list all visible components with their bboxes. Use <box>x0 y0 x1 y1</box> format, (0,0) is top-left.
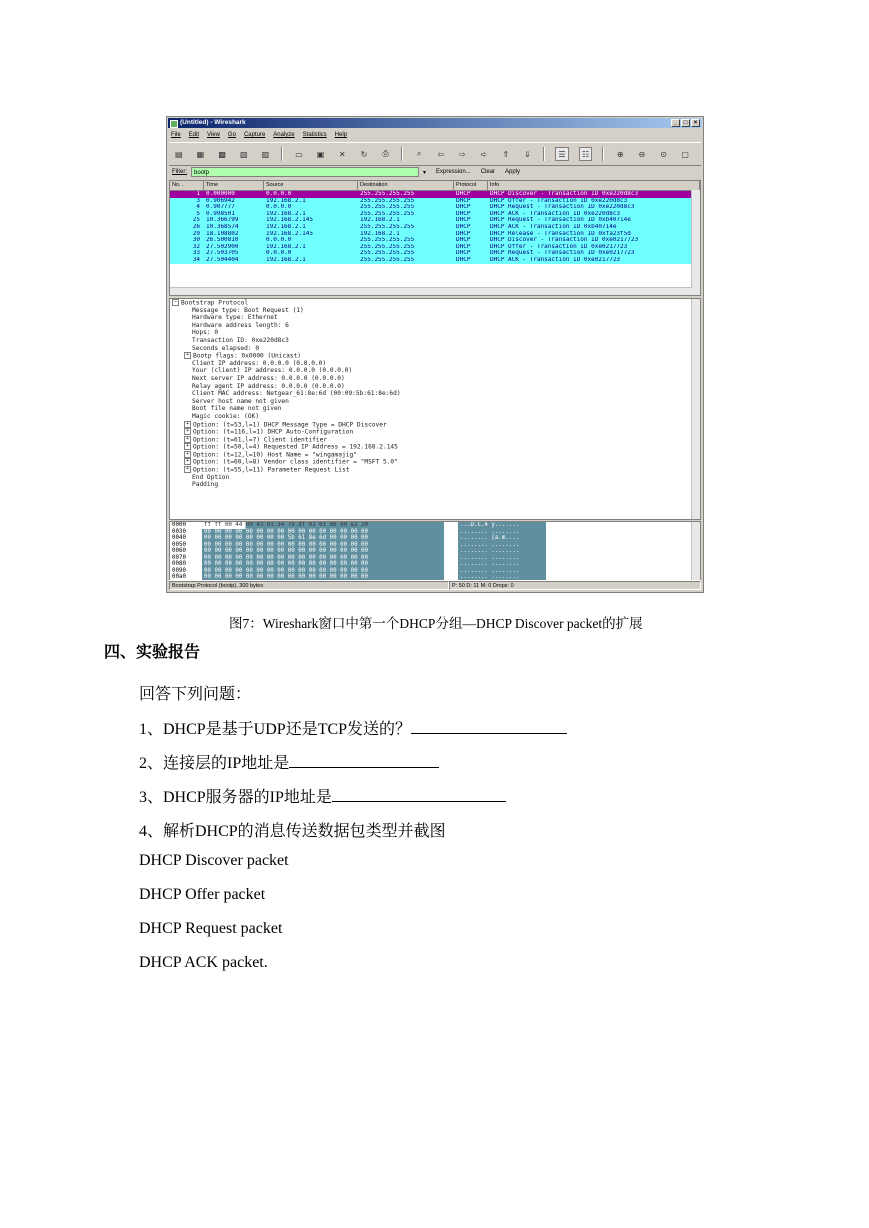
save-icon[interactable]: ▣ <box>316 149 325 159</box>
hex-bytes: 00 00 00 00 00 00 00 00 00 00 00 00 00 00 00 00 <box>202 542 444 549</box>
packet-destination: 255.255.255.255 <box>360 197 415 204</box>
packet-list-hscroll[interactable] <box>170 287 692 295</box>
filter-input[interactable]: bootp <box>191 167 419 177</box>
detail-text: Option: (t=60,l=8) Vendor class identifier = "MSFT 5.0" <box>193 458 398 466</box>
hex-offset: 0000 <box>172 522 186 528</box>
detail-line[interactable] <box>170 345 700 353</box>
packet-destination: 255.255.255.255 <box>360 243 415 250</box>
auto-scroll-icon[interactable]: ☷ <box>579 147 593 161</box>
packet-row[interactable] <box>170 231 700 238</box>
packet-info: DHCP Discover - Transaction ID 0xe220d8c3 <box>490 191 639 197</box>
packet-row[interactable] <box>170 217 700 224</box>
detail-text: End Option <box>192 473 230 481</box>
clear-button[interactable]: Clear <box>480 169 496 175</box>
section-title: 四、实验报告 <box>104 642 201 661</box>
packet-type-discover: DHCP Discover packet <box>139 852 289 869</box>
detail-text: Transaction ID: 0xe220d8c3 <box>192 336 289 344</box>
hex-bytes: 00 00 00 00 00 00 00 00 00 00 00 00 00 00 00 00 <box>202 529 444 536</box>
maximize-button[interactable]: □ <box>681 119 690 127</box>
detail-text: Relay agent IP address: 0.0.0.0 (0.0.0.0) <box>192 382 345 390</box>
packet-protocol: DHCP <box>456 250 471 257</box>
packet-protocol: DHCP <box>456 191 471 197</box>
hex-ascii: ........ ........ <box>458 568 546 575</box>
wireshark-app-icon <box>170 120 178 128</box>
status-counts: P: 50 D: 11 M: 0 Drops: 0 <box>449 581 701 590</box>
packet-time: 18.108802 <box>206 230 239 237</box>
hex-bytes: 00 00 00 00 00 00 00 00 00 00 00 00 00 00 00 00 <box>202 548 444 555</box>
packet-no: 29 <box>192 230 200 237</box>
zoom-in-icon[interactable]: ⊕ <box>616 149 624 159</box>
detail-text: Your (client) IP address: 0.0.0.0 (0.0.0.0) <box>192 367 353 375</box>
hex-offset: 0070 <box>172 554 186 561</box>
hex-bytes: 00 00 00 00 00 00 00 00 00 00 00 00 00 00 00 00 <box>202 574 444 581</box>
detail-vscroll[interactable] <box>691 299 700 519</box>
packet-source: 192.168.2.1 <box>266 256 306 263</box>
packet-row[interactable] <box>170 191 700 198</box>
detail-text: Hardware address length: 6 <box>192 321 289 329</box>
apply-button[interactable]: Apply <box>505 169 521 175</box>
detail-text: Next server IP address: 0.0.0.0 (0.0.0.0) <box>192 374 345 382</box>
packet-no: 26 <box>192 223 200 230</box>
packet-no: 3 <box>196 197 200 204</box>
detail-text: Client MAC address: Netgear_61:8e:6d (00:09:5b:61:8e:6d) <box>192 390 401 398</box>
packet-source: 192.168.2.1 <box>266 223 306 230</box>
packet-no: 32 <box>192 243 200 250</box>
interfaces-icon[interactable]: ▤ <box>175 149 183 159</box>
packet-destination: 255.255.255.255 <box>360 223 415 230</box>
hex-offset: 0040 <box>172 535 186 541</box>
packet-source: 0.0.0.0 <box>266 250 292 257</box>
menu-statistics[interactable]: Statistics <box>302 132 327 138</box>
go-to-packet-icon[interactable]: ➪ <box>480 149 488 159</box>
hex-offset: 0030 <box>172 528 186 535</box>
packet-protocol: DHCP <box>456 237 471 244</box>
menu-help[interactable]: Help <box>334 132 348 138</box>
packet-no: 4 <box>196 204 200 211</box>
detail-line[interactable] <box>170 421 700 429</box>
toolbar-separator <box>602 147 604 161</box>
packet-rows <box>170 191 700 264</box>
hex-ascii: ........ [a.m.... <box>458 535 546 542</box>
hex-ascii: ........ ........ <box>458 529 546 536</box>
packet-protocol: DHCP <box>456 217 471 224</box>
detail-text: Seconds elapsed: 0 <box>192 344 260 352</box>
menu-go[interactable]: Go <box>227 132 236 138</box>
packet-source: 192.168.2.145 <box>266 230 313 237</box>
filter-bar <box>169 165 701 179</box>
packet-info: DHCP ACK - Transaction ID 0xe220d8c3 <box>490 210 621 217</box>
packet-info: DHCP Discover - Transaction ID 0xe0217723 <box>490 237 639 244</box>
packet-source: 192.168.2.1 <box>266 210 306 217</box>
packet-no: 33 <box>192 250 200 257</box>
hex-offset: 00a0 <box>172 574 186 580</box>
detail-line[interactable] <box>170 307 700 315</box>
packet-protocol: DHCP <box>456 230 471 237</box>
packet-protocol: DHCP <box>456 243 471 250</box>
detail-line[interactable] <box>170 451 700 459</box>
menu-analyze[interactable]: Analyze <box>273 132 295 138</box>
colorize-icon[interactable]: ☰ <box>555 147 569 161</box>
column-destination[interactable]: Destination <box>358 181 454 190</box>
packet-time: 10.366799 <box>206 217 239 224</box>
packet-protocol: DHCP <box>456 197 471 204</box>
hex-bytes: 00 00 00 00 00 00 00 00 00 00 00 00 00 00 00 00 <box>202 568 444 575</box>
packet-no: 5 <box>196 210 200 217</box>
collapse-icon[interactable]: − <box>173 299 177 305</box>
question-4: 4、解析DHCP的消息传送数据包类型并截图 <box>139 823 446 840</box>
question-2-text: 2、连接层的IP地址是 <box>139 755 290 772</box>
detail-text: Option: (t=50,l=4) Requested IP Address = 192.168.2.145 <box>193 443 398 451</box>
packet-info: DHCP Request - Transaction ID 0xe220d8c3 <box>490 204 635 211</box>
packet-row[interactable] <box>170 250 700 257</box>
packet-row[interactable] <box>170 198 700 205</box>
expand-icon[interactable]: + <box>185 428 189 435</box>
packet-row[interactable] <box>170 204 700 211</box>
packet-type-ack: DHCP ACK packet. <box>139 954 268 971</box>
hex-offset: 0090 <box>172 567 186 574</box>
figure-caption: 图7：Wireshark窗口中第一个DHCP分组—DHCP Discover packet的扩展 <box>229 616 643 631</box>
packet-info: DHCP ACK - Transaction ID 0xb40714e <box>490 223 617 230</box>
find-packet-icon[interactable]: ⌕ <box>416 149 422 158</box>
packet-destination: 192.168.2.1 <box>360 230 400 237</box>
expand-icon[interactable]: + <box>185 420 189 427</box>
expression-button[interactable]: Expression... <box>436 169 471 175</box>
hex-ascii: ........ ........ <box>458 548 546 555</box>
detail-line[interactable] <box>170 314 700 322</box>
menu-view[interactable]: View <box>207 132 220 138</box>
packet-bytes-pane <box>169 521 701 581</box>
packet-time: 0.907777 <box>206 204 235 211</box>
hex-offset: 0080 <box>172 561 186 567</box>
packet-destination: 192.168.2.1 <box>360 217 400 224</box>
packet-row[interactable] <box>170 224 700 231</box>
packet-row[interactable] <box>170 244 700 251</box>
packet-info: DHCP Request - Transaction ID 0xe0217723 <box>490 250 635 257</box>
packet-type-offer: DHCP Offer packet <box>139 886 266 903</box>
packet-protocol: DHCP <box>456 256 471 263</box>
detail-line[interactable] <box>170 329 700 337</box>
detail-line[interactable] <box>170 443 700 451</box>
packet-info: DHCP Request - Transaction ID 0xb40714e <box>490 217 631 224</box>
main-toolbar <box>169 142 701 166</box>
capture-options-icon[interactable]: ▦ <box>196 149 205 159</box>
packet-no: 30 <box>192 237 200 244</box>
packet-source: 0.0.0.0 <box>266 191 292 197</box>
packet-row[interactable] <box>170 237 700 244</box>
hex-ascii: ...D.C.4 y....... <box>458 522 546 529</box>
filter-label: Filter: <box>172 169 187 175</box>
packet-time: 27.502900 <box>206 243 239 250</box>
packet-no: 25 <box>192 217 200 224</box>
menu-file[interactable]: File <box>171 132 181 138</box>
expand-icon[interactable]: + <box>185 435 189 442</box>
packet-no: 1 <box>196 191 200 197</box>
packet-time: 0.998501 <box>206 210 235 217</box>
packet-source: 0.0.0.0 <box>266 204 292 211</box>
detail-text: Bootstrap Protocol <box>181 299 249 307</box>
expand-icon[interactable]: + <box>185 450 189 457</box>
packet-destination: 255.255.255.255 <box>360 204 415 211</box>
detail-text: Client IP address: 0.0.0.0 (0.0.0.0) <box>192 359 327 367</box>
question-3-text: 3、DHCP服务器的IP地址是 <box>139 789 332 806</box>
packet-source: 192.168.2.145 <box>266 217 313 224</box>
expand-icon[interactable]: + <box>185 443 189 450</box>
hex-bytes: 00 00 00 00 00 00 00 00 00 00 00 00 00 00 00 00 <box>202 561 444 568</box>
packet-time: 26.500810 <box>206 237 239 244</box>
detail-text: Bootp flags: 0x0000 (Unicast) <box>193 352 302 360</box>
open-file-icon[interactable]: ▭ <box>295 149 303 159</box>
detail-line[interactable] <box>170 383 700 391</box>
packet-time: 27.503705 <box>206 250 239 257</box>
detail-text: Padding <box>192 481 219 489</box>
packet-destination: 255.255.255.255 <box>360 191 415 197</box>
zoom-out-icon[interactable]: ⊖ <box>638 149 646 159</box>
detail-line[interactable] <box>170 337 700 345</box>
hex-ascii: ........ ........ <box>458 574 546 581</box>
toolbar-separator <box>281 147 283 161</box>
toolbar-separator <box>401 147 403 161</box>
resize-columns-icon[interactable]: ▢ <box>681 149 689 159</box>
detail-line[interactable] <box>170 405 700 413</box>
detail-text: Message type: Boot Request (1) <box>192 306 304 314</box>
hex-offset: 0050 <box>172 541 186 548</box>
detail-line[interactable] <box>170 481 700 489</box>
normal-size-icon[interactable]: ⊙ <box>660 149 667 159</box>
packet-destination: 255.255.255.255 <box>360 250 415 257</box>
menu-capture[interactable]: Capture <box>243 132 266 138</box>
detail-line[interactable] <box>170 436 700 444</box>
detail-line[interactable] <box>170 458 700 466</box>
hex-bytes: ff ff 00 44 00 43 01 34 79 df 01 01 06 00 e2 20 <box>202 522 444 529</box>
question-3 <box>139 784 506 807</box>
packet-protocol: DHCP <box>456 204 471 211</box>
answer-blank-3[interactable] <box>332 786 506 802</box>
detail-line[interactable] <box>170 299 700 307</box>
detail-line[interactable] <box>170 367 700 375</box>
packet-info: DHCP Offer - Transaction ID 0xe0217723 <box>490 243 628 250</box>
packet-source: 0.0.0.0 <box>266 237 292 244</box>
detail-text: Server host name not given <box>192 397 289 405</box>
window-title: (Untitled) - Wireshark <box>180 119 246 126</box>
detail-text: Option: (t=116,l=1) DHCP Auto-Configuration <box>193 428 354 436</box>
packet-info: DHCP ACK - Transaction ID 0xe0217723 <box>490 256 621 263</box>
packet-list-vscroll[interactable] <box>691 190 700 295</box>
restart-capture-icon[interactable]: ▨ <box>261 149 270 159</box>
packet-type-request: DHCP Request packet <box>139 920 283 937</box>
minimize-button[interactable]: _ <box>671 119 680 127</box>
menu-edit[interactable]: Edit <box>188 132 200 138</box>
column-no[interactable]: No. . <box>170 181 204 190</box>
packet-list-header <box>170 181 700 191</box>
packet-time: 0.906942 <box>206 197 235 204</box>
packet-info: DHCP Offer - Transaction ID 0xe220d8c3 <box>490 197 628 204</box>
detail-line[interactable] <box>170 352 700 360</box>
answer-blank-2[interactable] <box>289 752 439 768</box>
packet-protocol: DHCP <box>456 223 471 230</box>
packet-time: 10.368574 <box>206 223 239 230</box>
hex-ascii: ........ ........ <box>458 561 546 568</box>
hex-ascii: ........ ........ <box>458 555 546 562</box>
stop-capture-icon[interactable]: ▧ <box>239 149 248 159</box>
expand-icon[interactable]: + <box>185 458 189 465</box>
detail-line[interactable] <box>170 413 700 421</box>
packet-no: 34 <box>192 256 200 263</box>
hex-offset: 0060 <box>172 548 186 554</box>
detail-line[interactable] <box>170 322 700 330</box>
detail-text: Hops: 0 <box>192 329 219 337</box>
expand-icon[interactable]: + <box>185 352 189 359</box>
packet-info: DHCP Release - Transaction ID 0xfa23f5d <box>490 230 631 237</box>
detail-text: Option: (t=61,l=7) Client identifier <box>193 436 328 444</box>
detail-line[interactable] <box>170 398 700 406</box>
answer-blank-1[interactable] <box>411 718 567 734</box>
packet-source: 192.168.2.1 <box>266 243 306 250</box>
detail-line[interactable] <box>170 360 700 368</box>
packet-protocol: DHCP <box>456 210 471 217</box>
status-bar <box>169 580 701 591</box>
column-protocol[interactable]: Protocol <box>454 181 488 190</box>
question-1 <box>139 716 567 739</box>
detail-text: Option: (t=53,l=1) DHCP Message Type = DHCP Discover <box>193 421 387 428</box>
go-forward-icon[interactable]: ⇨ <box>459 149 466 159</box>
toolbar-separator <box>543 147 545 161</box>
packet-time: 0.000000 <box>206 191 235 197</box>
packet-destination: 255.255.255.255 <box>360 237 415 244</box>
detail-text: Option: (t=55,l=11) Parameter Request List <box>193 466 350 474</box>
go-last-icon[interactable]: ⇓ <box>524 149 531 159</box>
detail-lines <box>170 299 700 489</box>
close-file-icon[interactable]: ✕ <box>338 149 346 159</box>
packet-list <box>169 180 701 296</box>
print-icon[interactable]: ⎙ <box>382 149 389 158</box>
hex-bytes: 00 00 00 00 00 00 00 00 00 00 00 00 00 00 00 00 <box>202 555 444 562</box>
menu-bar <box>171 130 347 140</box>
close-button[interactable]: × <box>691 119 700 127</box>
detail-text: Magic cookie: (OK) <box>192 412 260 420</box>
column-source[interactable]: Source <box>264 181 358 190</box>
column-time[interactable]: Time <box>204 181 264 190</box>
detail-line[interactable] <box>170 390 700 398</box>
packet-source: 192.168.2.1 <box>266 197 306 204</box>
reload-icon[interactable]: ↻ <box>360 149 368 159</box>
hex-bytes: 00 00 00 00 00 00 00 00 5b 61 8e 6d 00 00 00 00 <box>202 535 444 542</box>
packet-destination: 255.255.255.255 <box>360 256 415 263</box>
detail-line[interactable] <box>170 474 700 482</box>
window-title-bar <box>168 118 702 128</box>
detail-text: Hardware type: Ethernet <box>192 314 278 322</box>
detail-text: Option: (t=12,l=10) Host Name = "wingamajig" <box>193 451 357 459</box>
wireshark-screenshot <box>166 116 704 593</box>
go-first-icon[interactable]: ⇑ <box>502 149 510 159</box>
question-1-text: 1、DHCP是基于UDP还是TCP发送的？ <box>139 721 412 738</box>
bytes-vscroll[interactable] <box>691 522 700 580</box>
detail-line[interactable] <box>170 375 700 383</box>
detail-text: Boot file name not given <box>192 405 282 413</box>
packet-destination: 255.255.255.255 <box>360 210 415 217</box>
intro-text: 回答下列问题： <box>139 686 252 703</box>
hex-ascii: ........ ........ <box>458 542 546 549</box>
detail-line[interactable] <box>170 466 700 474</box>
detail-line[interactable] <box>170 428 700 436</box>
go-back-icon[interactable]: ⇦ <box>437 149 445 159</box>
packet-time: 27.504404 <box>206 256 239 263</box>
packet-row[interactable] <box>170 257 700 264</box>
packet-row[interactable] <box>170 211 700 218</box>
column-info[interactable]: Info <box>488 181 700 190</box>
expand-icon[interactable]: + <box>185 466 189 473</box>
packet-detail-pane <box>169 298 701 520</box>
question-2 <box>139 750 439 773</box>
filter-dropdown-icon[interactable]: ▾ <box>423 169 427 176</box>
hex-rows <box>170 522 700 581</box>
start-capture-icon[interactable]: ▩ <box>218 149 226 159</box>
status-protocol: Bootstrap Protocol (bootp), 300 bytes <box>169 581 449 590</box>
